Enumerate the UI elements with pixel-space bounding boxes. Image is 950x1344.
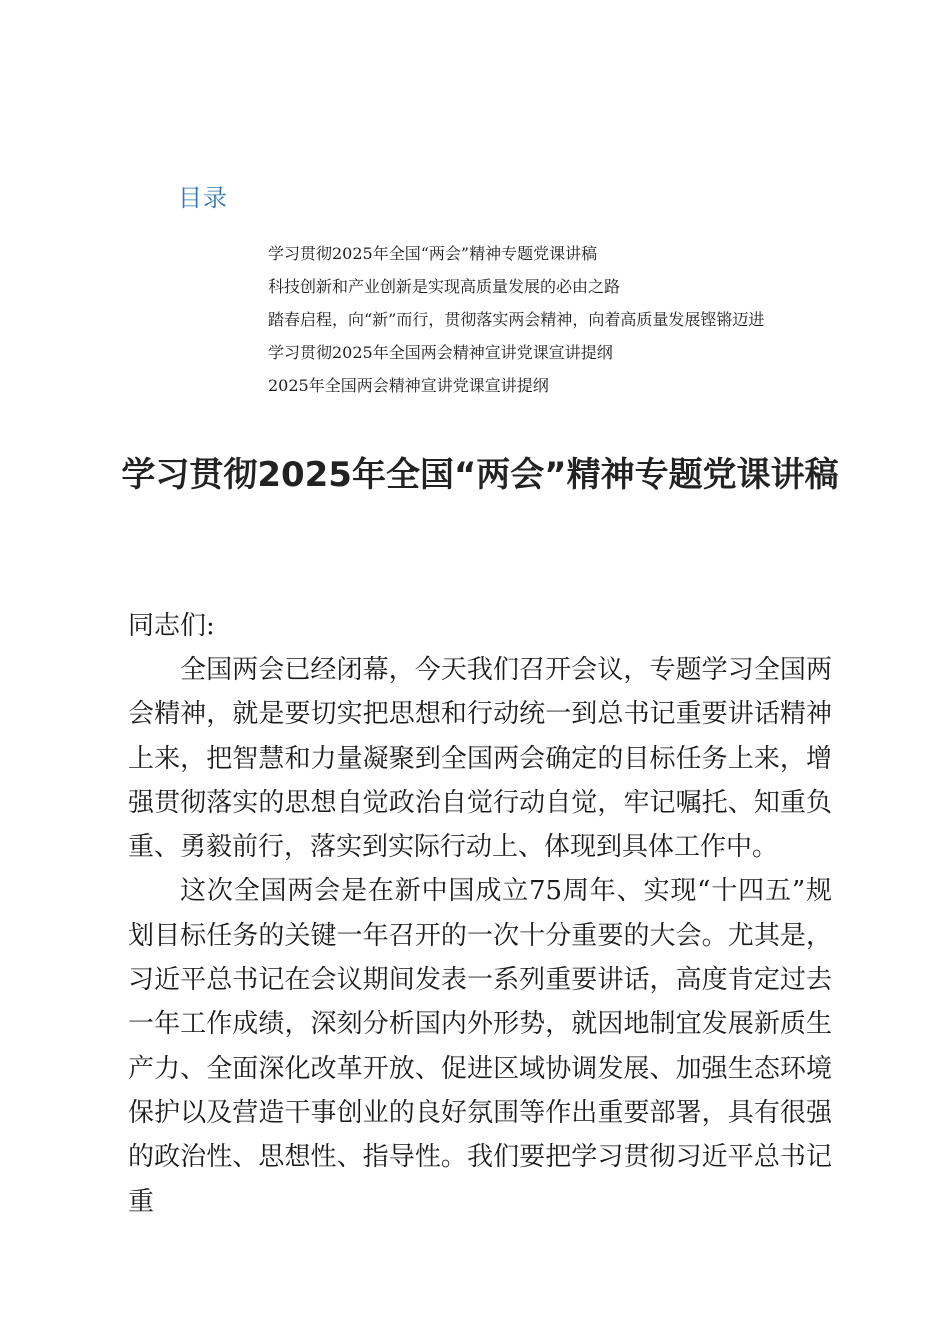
table-of-contents — [268, 237, 764, 402]
salutation: 同志们: — [128, 611, 215, 641]
body-paragraph: 全国两会已经闭幕，今天我们召开会议，专题学习全国两会精神，就是要切实把思想和行动统一到总书记重要讲话精神上来，把智慧和力量凝聚到全国两会确定的目标任务上来，增强贯彻落实的思想自觉政治自觉行动自觉，牢记嘱托、知重负重、勇毅前行，落实到实际行动上、体现到具体工作中。 — [128, 655, 832, 863]
toc-heading: 目录 — [178, 184, 228, 212]
document-body — [128, 648, 832, 1224]
body-paragraph: 这次全国两会是在新中国成立75周年、实现“十四五”规划目标任务的关键一年召开的一次十分重要的大会。尤其是，习近平总书记在会议期间发表一系列重要讲话，高度肯定过去一年工作成绩，深刻分析国内外形势，就因地制宜发展新质生产力、全面深化改革开放、促进区域协调发展、加强生态环境保护以及营造干事创业的良好氛围等作出重要部署，具有很强的政治性、思想性、指导性。我们要把学习贯彻习近平总书记重 — [128, 876, 832, 1217]
toc-item[interactable]: 科技创新和产业创新是实现高质量发展的必由之路 — [268, 277, 621, 296]
document-title: 学习贯彻2025年全国“两会”精神专题党课讲稿 — [121, 455, 839, 495]
toc-item[interactable]: 2025年全国两会精神宣讲党课宣讲提纲 — [268, 376, 549, 395]
toc-item[interactable]: 学习贯彻2025年全国“两会”精神专题党课讲稿 — [268, 244, 598, 263]
toc-item[interactable]: 学习贯彻2025年全国两会精神宣讲党课宣讲提纲 — [268, 343, 613, 362]
toc-item[interactable]: 踏春启程，向“新”而行，贯彻落实两会精神，向着高质量发展铿锵迈进 — [268, 310, 765, 329]
